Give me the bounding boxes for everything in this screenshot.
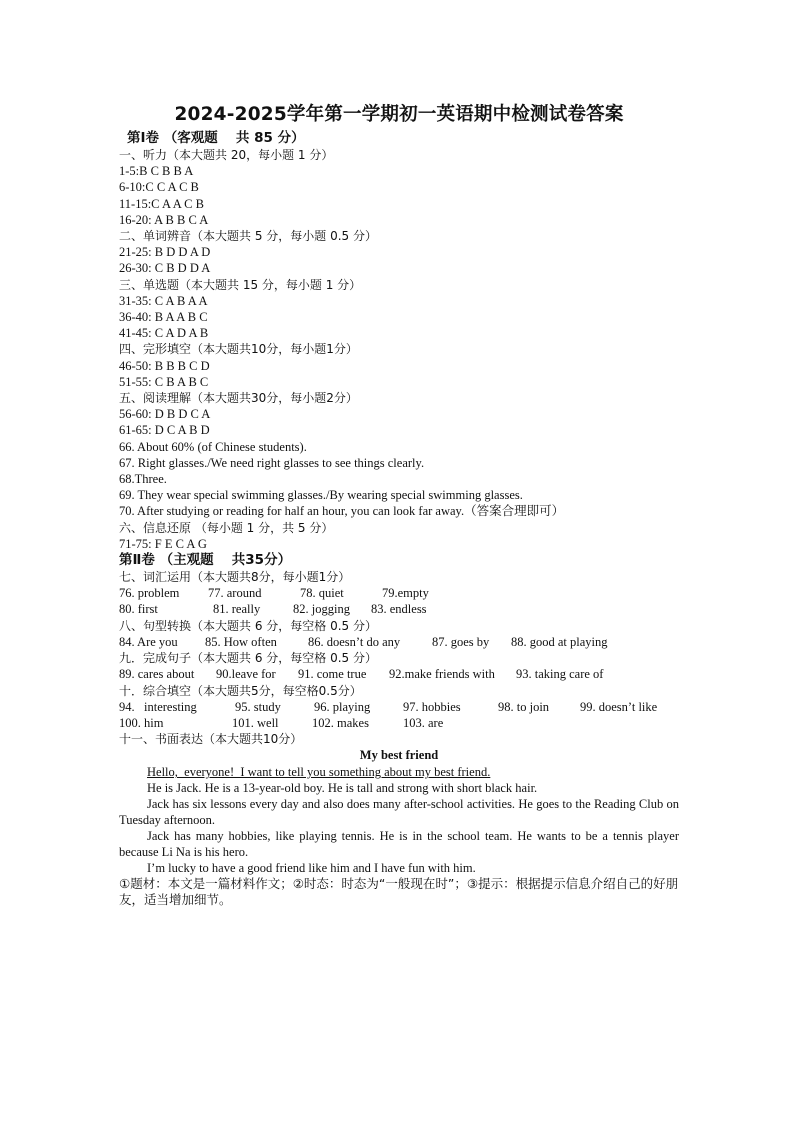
essay-paragraph bbox=[119, 764, 679, 780]
section-6-heading: 六、信息还原 （每小题 1 分，共 5 分） bbox=[119, 520, 334, 535]
answer-line: 1-5:B C B B A bbox=[119, 164, 194, 179]
answer-row bbox=[119, 699, 679, 715]
answer-row bbox=[119, 585, 679, 601]
answer-line: 31-35: C A B A A bbox=[119, 293, 208, 308]
answer-line: 68.Three. bbox=[119, 472, 167, 487]
answer-item: 99. doesn’t like bbox=[580, 699, 658, 714]
answer-line: 69. They wear special swimming glasses./By wearing special swimming glasses. bbox=[119, 488, 523, 503]
section-7-heading: 七、词汇运用（本大题共8分，每小题1分） bbox=[119, 570, 351, 585]
section-3-heading: 三、单选题（本大题共 15 分，每小题 1 分） bbox=[119, 277, 362, 292]
answer-line: 26-30: C B D D A bbox=[119, 261, 211, 276]
answer-line: 11-15:C A A C B bbox=[119, 196, 204, 211]
answer-item: 79.empty bbox=[382, 586, 429, 601]
section-10-heading: 十．综合填空（本大题共5分，每空格0.5分） bbox=[119, 683, 362, 698]
section-4-heading: 四、完形填空（本大题共10分，每小题1分） bbox=[119, 342, 358, 357]
section-9-heading: 九．完成句子（本大题共 6 分，每空格 0.5 分） bbox=[119, 651, 377, 666]
essay-paragraph: He is Jack. He is a 13-year-old boy. He is tall and strong with short black hair. bbox=[147, 781, 538, 796]
answer-row bbox=[119, 666, 679, 682]
answer-item: 89. cares about bbox=[119, 667, 195, 682]
answer-line: 36-40: B A A B C bbox=[119, 310, 208, 325]
answer-item: 82. jogging bbox=[293, 602, 350, 617]
section-1-heading: 一、听力（本大题共 20，每小题 1 分） bbox=[119, 148, 334, 162]
answer-item: 76. problem bbox=[119, 586, 180, 601]
answer-item: 83. endless bbox=[371, 602, 427, 617]
document-title: 2024-2025学年第一学期初一英语期中检测试卷答案 bbox=[174, 104, 624, 125]
answer-item: 98. to join bbox=[498, 699, 550, 714]
answer-item: 95. study bbox=[235, 699, 281, 714]
answer-line: 71-75: F E C A G bbox=[119, 536, 207, 551]
answer-line: 16-20: A B B C A bbox=[119, 212, 209, 227]
section-8-heading: 八、句型转换（本大题共 6 分，每空格 0.5 分） bbox=[119, 618, 377, 633]
answer-item: 91. come true bbox=[298, 667, 367, 682]
answer-item: 81. really bbox=[213, 602, 261, 617]
answer-line: 51-55: C B A B C bbox=[119, 374, 209, 389]
answer-item: 97. hobbies bbox=[403, 699, 461, 714]
answer-item: 88. good at playing bbox=[511, 634, 608, 649]
answer-row bbox=[119, 601, 679, 617]
answer-item: 90.leave for bbox=[216, 667, 276, 682]
answer-row bbox=[119, 715, 679, 731]
answer-line: 67. Right glasses./We need right glasses to see things clearly. bbox=[119, 455, 425, 470]
essay-title: My best friend bbox=[359, 748, 439, 763]
answer-line: 21-25: B D D A D bbox=[119, 245, 211, 260]
volume-2-heading: 第Ⅱ卷 （主观题 共35分） bbox=[119, 552, 292, 569]
grading-note: ①题材：本文是一篇材料作文；②时态：时态为“一般现在时”；③提示：根据提示信息介绍自己的好朋友，适当增加细节。 bbox=[119, 876, 679, 908]
answer-item: 96. playing bbox=[314, 699, 371, 714]
answer-line: 70. After studying or reading for half an hour, you can look far away.（答案合理即可） bbox=[119, 504, 565, 519]
answer-item: 80. first bbox=[119, 602, 158, 617]
essay-paragraph: Jack has six lessons every day and also does many after-school activities. He goes to the Reading Club on Tuesday afternoon. bbox=[119, 797, 679, 828]
volume-1-heading: 第Ⅰ卷 （客观题 共 85 分） bbox=[127, 130, 305, 146]
answer-item: 92.make friends with bbox=[389, 667, 495, 682]
answer-item: 102. makes bbox=[312, 715, 369, 730]
answer-item: 103. are bbox=[403, 715, 444, 730]
section-2-heading: 二、单词辨音（本大题共 5 分，每小题 0.5 分） bbox=[119, 229, 377, 244]
answer-item: 100. him bbox=[119, 715, 164, 730]
answer-item: 87. goes by bbox=[432, 634, 490, 649]
answer-line: 6-10:C C A C B bbox=[119, 180, 199, 195]
answer-item: 94. interesting bbox=[119, 699, 197, 714]
answer-item: 86. doesn’t do any bbox=[308, 634, 401, 649]
essay-opening-sentence: Hello, everyone! I want to tell you something about my best friend. bbox=[147, 765, 491, 780]
answer-line: 56-60: D B D C A bbox=[119, 407, 211, 422]
answer-item: 84. Are you bbox=[119, 634, 178, 649]
answer-line: 61-65: D C A B D bbox=[119, 423, 210, 438]
answer-item: 85. How often bbox=[205, 634, 277, 649]
essay-paragraph: Jack has many hobbies, like playing tennis. He is in the school team. He wants to be a tennis player because Li Na is his hero. bbox=[119, 829, 679, 860]
answer-item: 78. quiet bbox=[300, 586, 344, 601]
answer-item: 93. taking care of bbox=[516, 667, 604, 682]
section-5-heading: 五、阅读理解（本大题共30分，每小题2分） bbox=[119, 391, 358, 406]
answer-item: 101. well bbox=[232, 715, 279, 730]
answer-line: 41-45: C A D A B bbox=[119, 326, 209, 341]
answer-item: 77. around bbox=[208, 586, 262, 601]
answer-line: 46-50: B B B C D bbox=[119, 358, 210, 373]
essay-paragraph: I’m lucky to have a good friend like him and I have fun with him. bbox=[147, 861, 476, 876]
answer-line: 66. About 60% (of Chinese students). bbox=[119, 439, 307, 454]
answer-row bbox=[119, 634, 679, 650]
section-11-heading: 十一、书面表达（本大题共10分） bbox=[119, 732, 303, 747]
document-body bbox=[119, 100, 679, 908]
